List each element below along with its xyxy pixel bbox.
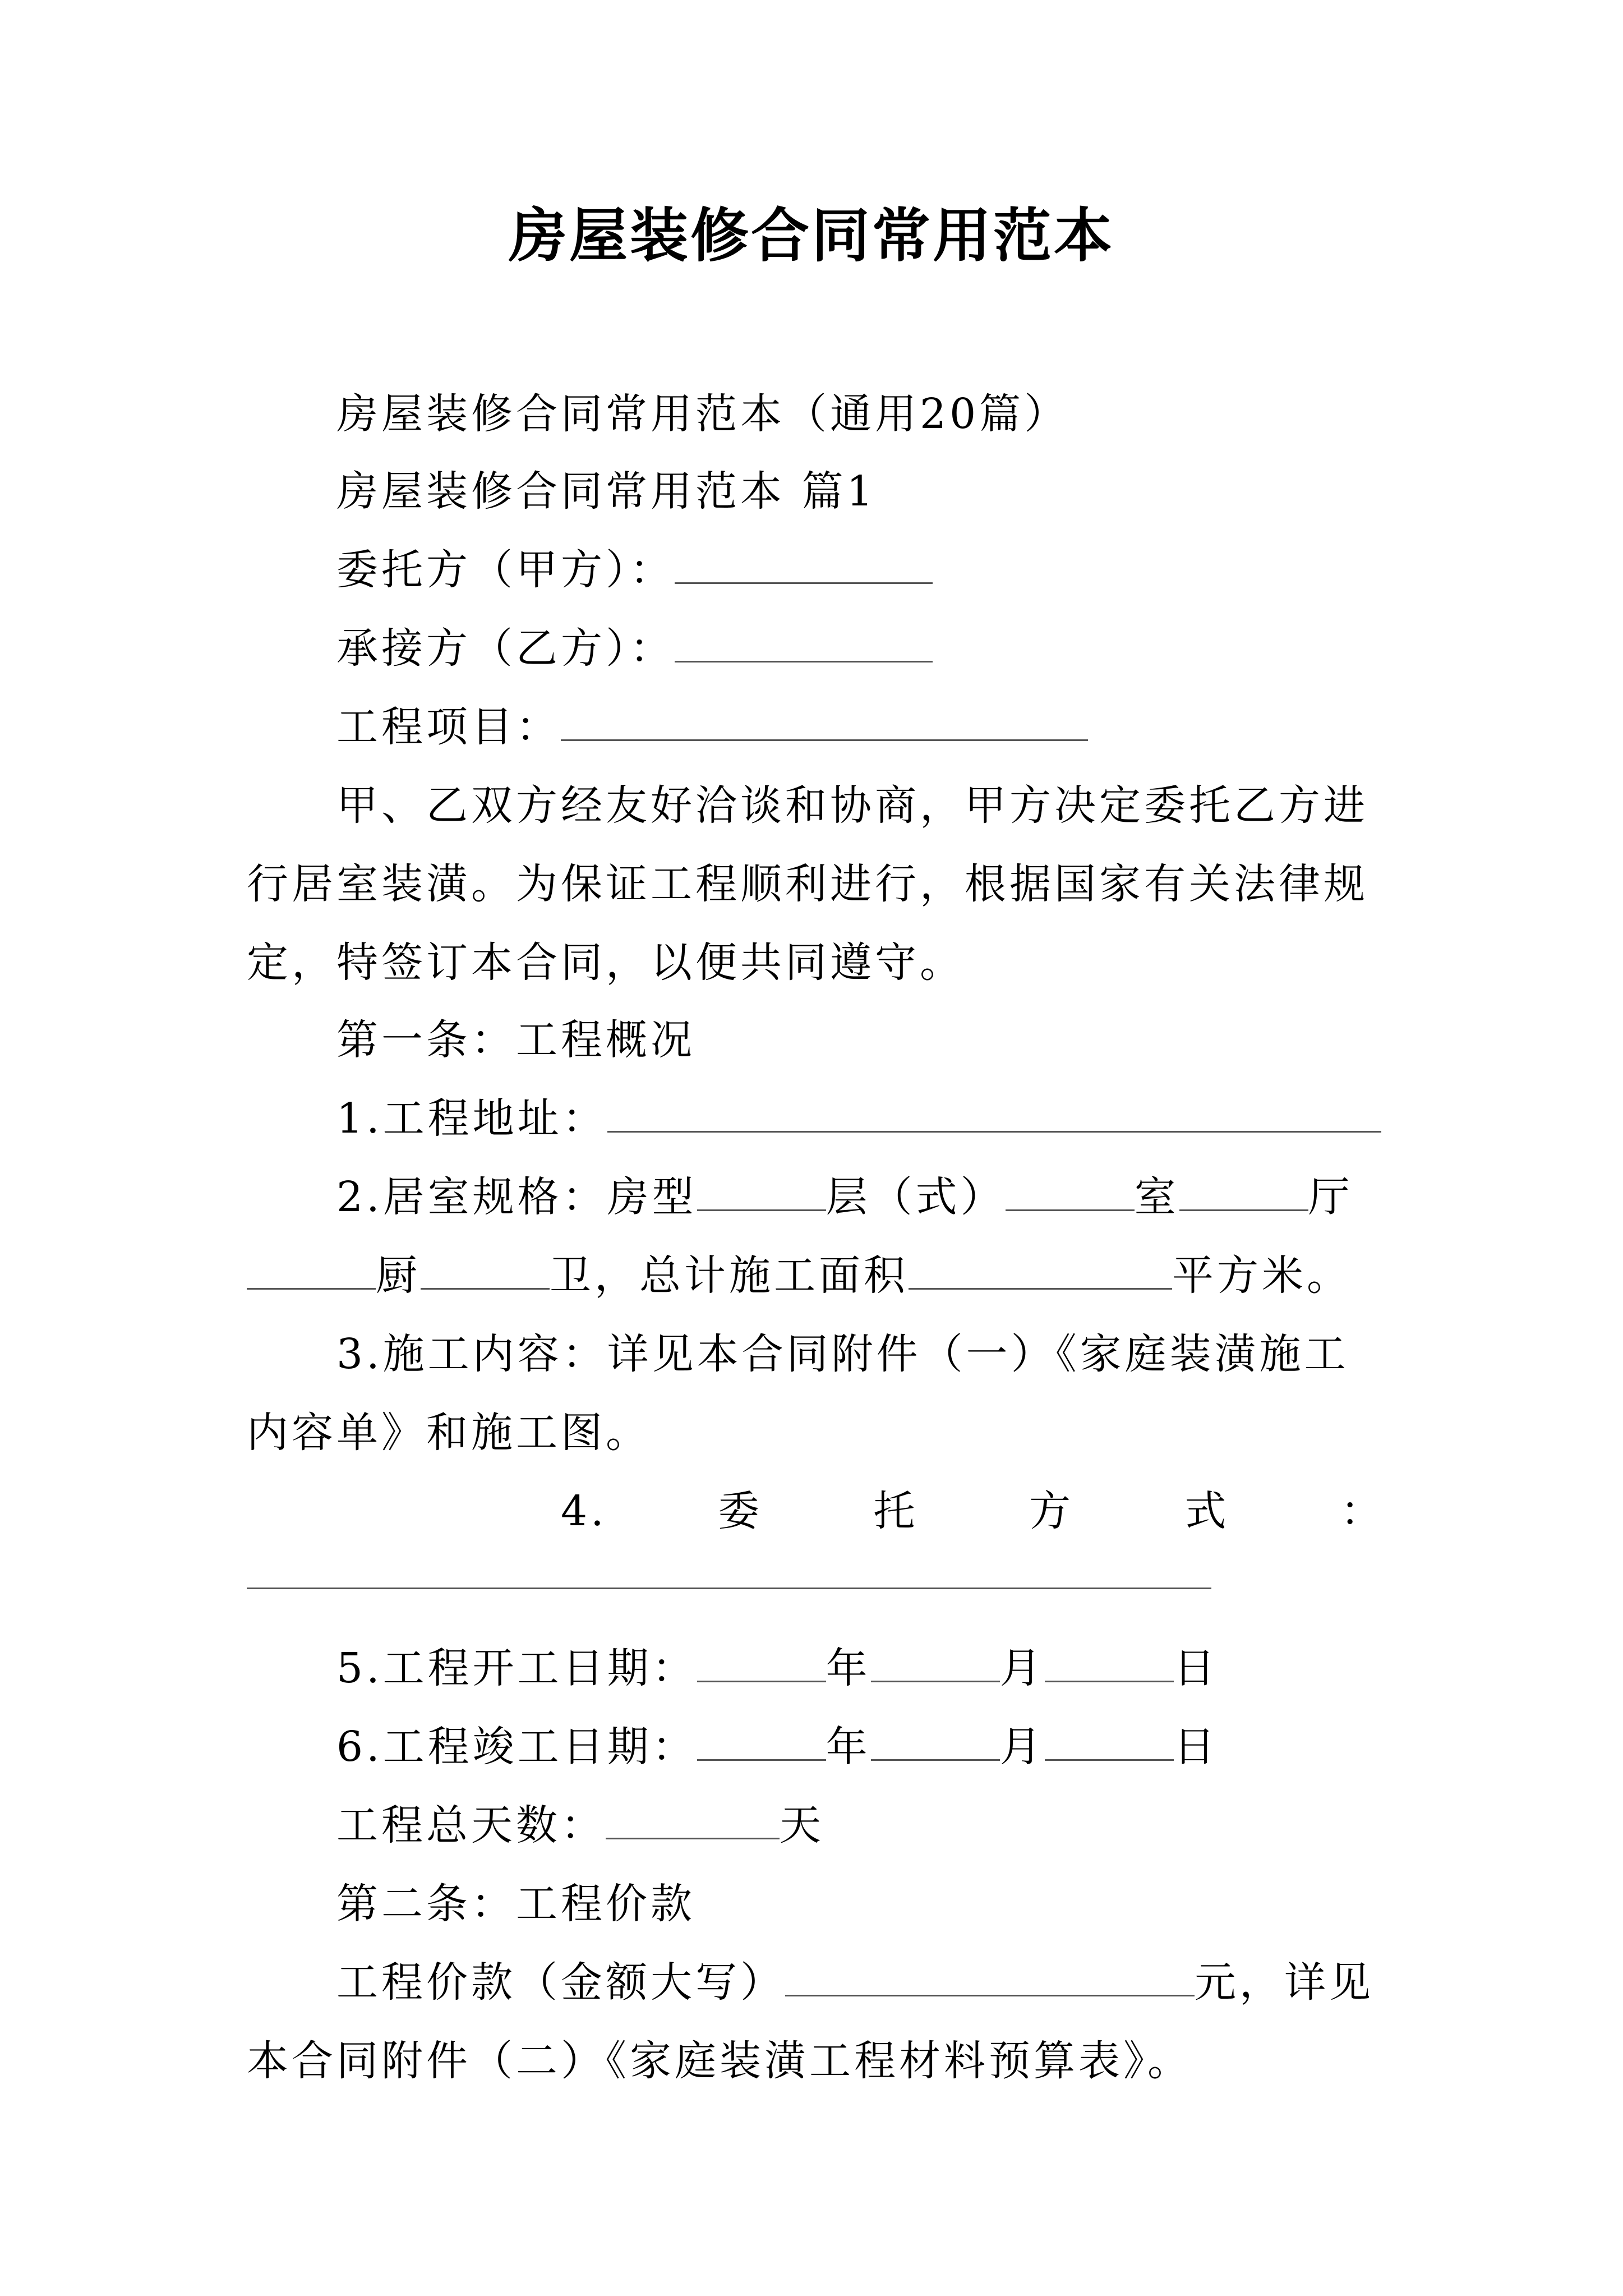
subtitle-line: 房屋装修合同常用范本（通用20篇）: [336, 390, 1069, 438]
price-paragraph: [247, 1943, 1385, 2100]
address-blank[interactable]: [607, 1096, 1381, 1133]
clause-one-heading: 第一条：工程概况: [336, 1016, 695, 1064]
spec-shi: 室: [1134, 1173, 1179, 1221]
spec-wei: 卫，总计施工面积: [550, 1251, 909, 1300]
mode-char: ：: [1340, 1487, 1385, 1535]
spec-ting: 厅: [1308, 1173, 1353, 1221]
start-year-blank[interactable]: [697, 1646, 826, 1682]
price-blank[interactable]: [785, 1960, 1195, 1996]
project-line: [247, 688, 1385, 766]
mode-char: 方: [1029, 1487, 1075, 1535]
article-heading: 房屋装修合同常用范本 篇1: [336, 467, 877, 516]
start-month-blank[interactable]: [871, 1646, 1000, 1682]
end-day-blank[interactable]: [1045, 1724, 1174, 1761]
spec-line-1: [247, 1158, 1385, 1236]
spec-chu: 厨: [376, 1251, 421, 1300]
month-label: 月: [999, 1644, 1045, 1692]
address-label: 1.工程地址：: [336, 1094, 607, 1143]
party-b-label: 承接方（乙方）：: [336, 624, 675, 673]
clause-two-heading: 第二条：工程价款: [336, 1880, 695, 1928]
address-line: [247, 1079, 1385, 1158]
end-date-line: [247, 1708, 1385, 1786]
mode-char: 式: [1184, 1487, 1230, 1535]
spec-unit: 平方米。: [1172, 1251, 1352, 1300]
end-date-label: 6.工程竣工日期：: [336, 1723, 697, 1771]
mode-char: 4.: [561, 1487, 607, 1535]
content-paragraph: 3.施工内容：详见本合同附件（一）《家庭装潢施工内容单》和施工图。: [247, 1330, 1349, 1457]
area-blank[interactable]: [909, 1253, 1172, 1290]
party-a-label: 委托方（甲方）：: [336, 546, 675, 594]
spec-ceng: 层（式）: [826, 1173, 1006, 1221]
spec-prefix: 2.居室规格：房型: [336, 1173, 697, 1221]
total-days-unit: 天: [780, 1801, 824, 1849]
party-a-line: [247, 531, 1385, 609]
price-label: 工程价款（金额大写）: [336, 1958, 785, 2007]
bath-blank[interactable]: [421, 1253, 550, 1290]
price-rest: 元，详见本合同附件（二）《家庭装潢工程材料预算表》。: [247, 1958, 1374, 2085]
day-label: 日: [1173, 1644, 1219, 1692]
month-label: 月: [999, 1723, 1045, 1771]
project-label: 工程项目：: [336, 703, 561, 751]
spec-line-2: [247, 1236, 1385, 1315]
end-year-blank[interactable]: [697, 1724, 826, 1761]
day-label: 日: [1173, 1723, 1219, 1771]
total-days-blank[interactable]: [606, 1803, 780, 1839]
hall-blank[interactable]: [1179, 1175, 1308, 1211]
party-a-blank[interactable]: [675, 547, 933, 584]
year-label: 年: [826, 1644, 871, 1692]
total-days-label: 工程总天数：: [336, 1801, 606, 1849]
end-month-blank[interactable]: [871, 1724, 1000, 1761]
mode-line: [561, 1472, 1385, 1550]
start-date-label: 5.工程开工日期：: [336, 1644, 697, 1692]
mode-blank[interactable]: [247, 1588, 1211, 1589]
intro-paragraph: 甲、乙双方经友好洽谈和协商，甲方决定委托乙方进行居室装潢。为保证工程顺利进行，根据国家有关法律规定，特签订本合同，以便共同遵守。: [247, 781, 1368, 987]
mode-char: 托: [873, 1487, 919, 1535]
room-blank[interactable]: [1006, 1175, 1135, 1211]
start-date-line: [247, 1629, 1385, 1708]
kitchen-blank[interactable]: [247, 1253, 376, 1290]
party-b-blank[interactable]: [675, 626, 933, 662]
total-days-line: [247, 1786, 1385, 1865]
year-label: 年: [826, 1723, 871, 1771]
floor-blank[interactable]: [697, 1175, 826, 1211]
start-day-blank[interactable]: [1045, 1646, 1174, 1682]
document-title: 房屋装修合同常用范本: [508, 201, 1114, 270]
party-b-line: [247, 609, 1385, 688]
project-blank[interactable]: [561, 705, 1088, 741]
mode-char: 委: [718, 1487, 763, 1535]
